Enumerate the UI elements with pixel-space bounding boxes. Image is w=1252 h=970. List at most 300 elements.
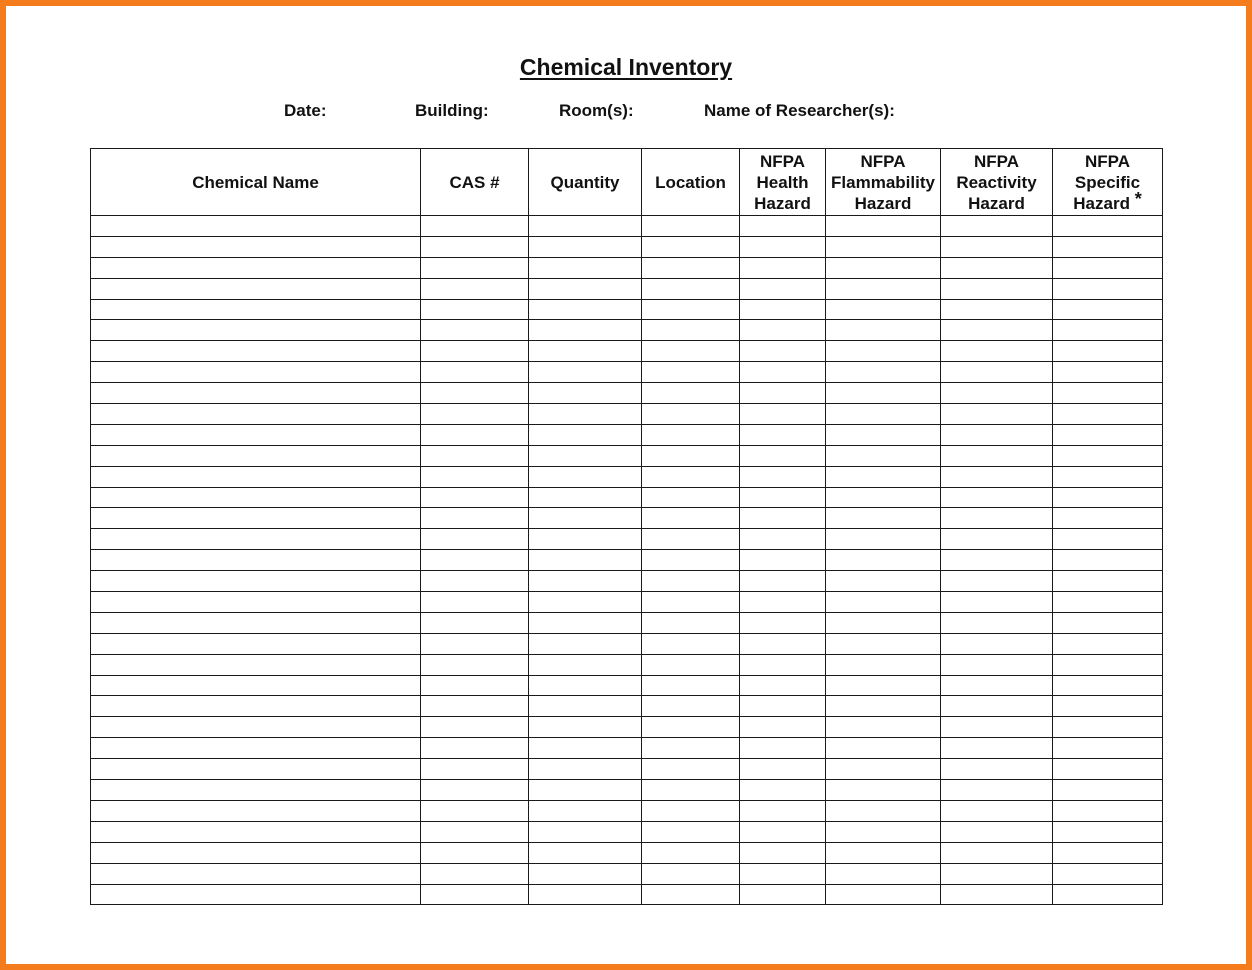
table-cell[interactable] [826, 236, 941, 257]
table-cell[interactable] [91, 612, 421, 633]
table-row [91, 383, 1163, 404]
table-cell[interactable] [826, 863, 941, 884]
table-cell[interactable] [826, 654, 941, 675]
table-cell[interactable] [529, 612, 642, 633]
table-cell[interactable] [941, 863, 1053, 884]
table-cell[interactable] [91, 550, 421, 571]
table-cell[interactable] [826, 780, 941, 801]
table-cell[interactable] [642, 487, 740, 508]
table-cell[interactable] [1053, 278, 1163, 299]
table-row [91, 299, 1163, 320]
table-cell[interactable] [1053, 508, 1163, 529]
table-cell[interactable] [941, 884, 1053, 905]
table-cell[interactable] [529, 424, 642, 445]
table-cell[interactable] [941, 696, 1053, 717]
table-cell[interactable] [826, 592, 941, 613]
table-cell[interactable] [826, 257, 941, 278]
table-cell[interactable] [941, 717, 1053, 738]
table-cell[interactable] [1053, 612, 1163, 633]
table-cell[interactable] [1053, 445, 1163, 466]
table-cell[interactable] [941, 759, 1053, 780]
table-cell[interactable] [941, 529, 1053, 550]
table-cell[interactable] [421, 612, 529, 633]
table-cell[interactable] [826, 717, 941, 738]
table-cell[interactable] [529, 466, 642, 487]
table-cell[interactable] [941, 299, 1053, 320]
table-cell[interactable] [421, 863, 529, 884]
table-cell[interactable] [421, 487, 529, 508]
table-cell[interactable] [1053, 571, 1163, 592]
table-cell[interactable] [91, 362, 421, 383]
table-cell[interactable] [91, 842, 421, 863]
table-cell[interactable] [529, 738, 642, 759]
table-cell[interactable] [740, 550, 826, 571]
table-cell[interactable] [826, 738, 941, 759]
table-cell[interactable] [1053, 404, 1163, 425]
table-cell[interactable] [421, 404, 529, 425]
table-row [91, 550, 1163, 571]
table-cell[interactable] [740, 821, 826, 842]
table-cell[interactable] [941, 320, 1053, 341]
table-cell[interactable] [642, 571, 740, 592]
table-cell[interactable] [529, 383, 642, 404]
table-cell[interactable] [91, 341, 421, 362]
table-cell[interactable] [1053, 696, 1163, 717]
table-cell[interactable] [91, 592, 421, 613]
table-row [91, 863, 1163, 884]
column-header-nfpa-flammability: NFPA Flammability Hazard [826, 149, 941, 216]
table-cell[interactable] [941, 842, 1053, 863]
table-cell[interactable] [529, 487, 642, 508]
table-cell[interactable] [421, 550, 529, 571]
table-cell[interactable] [91, 445, 421, 466]
column-header-nfpa-health: NFPA Health Hazard [740, 149, 826, 216]
table-cell[interactable] [421, 738, 529, 759]
table-cell[interactable] [941, 404, 1053, 425]
table-cell[interactable] [421, 571, 529, 592]
table-cell[interactable] [642, 675, 740, 696]
table-cell[interactable] [529, 278, 642, 299]
table-cell[interactable] [529, 696, 642, 717]
table-cell[interactable] [740, 236, 826, 257]
table-cell[interactable] [740, 216, 826, 237]
table-cell[interactable] [642, 445, 740, 466]
table-cell[interactable] [529, 236, 642, 257]
table-cell[interactable] [740, 592, 826, 613]
table-cell[interactable] [529, 550, 642, 571]
table-row [91, 278, 1163, 299]
table-cell[interactable] [1053, 487, 1163, 508]
table-cell[interactable] [91, 216, 421, 237]
table-cell[interactable] [826, 571, 941, 592]
table-body [91, 216, 1163, 905]
table-cell[interactable] [91, 800, 421, 821]
table-cell[interactable] [529, 571, 642, 592]
table-cell[interactable] [421, 884, 529, 905]
table-cell[interactable] [1053, 320, 1163, 341]
table-cell[interactable] [642, 508, 740, 529]
table-cell[interactable] [826, 404, 941, 425]
table-cell[interactable] [826, 508, 941, 529]
table-cell[interactable] [91, 759, 421, 780]
table-cell[interactable] [421, 529, 529, 550]
table-cell[interactable] [421, 216, 529, 237]
table-cell[interactable] [421, 759, 529, 780]
table-cell[interactable] [740, 738, 826, 759]
table-cell[interactable] [740, 654, 826, 675]
table-cell[interactable] [91, 780, 421, 801]
table-cell[interactable] [941, 654, 1053, 675]
table-cell[interactable] [1053, 821, 1163, 842]
table-cell[interactable] [642, 341, 740, 362]
table-cell[interactable] [740, 633, 826, 654]
table-cell[interactable] [1053, 236, 1163, 257]
table-cell[interactable] [91, 466, 421, 487]
table-cell[interactable] [421, 445, 529, 466]
column-header-nfpa-reactivity: NFPA Reactivity Hazard [941, 149, 1053, 216]
table-cell[interactable] [642, 654, 740, 675]
table-cell[interactable] [642, 633, 740, 654]
table-cell[interactable] [421, 257, 529, 278]
table-cell[interactable] [91, 424, 421, 445]
table-cell[interactable] [826, 320, 941, 341]
table-cell[interactable] [740, 445, 826, 466]
table-cell[interactable] [91, 529, 421, 550]
table-row [91, 362, 1163, 383]
table-cell[interactable] [642, 383, 740, 404]
table-cell[interactable] [529, 717, 642, 738]
table-cell[interactable] [91, 299, 421, 320]
table-cell[interactable] [642, 529, 740, 550]
table-cell[interactable] [826, 487, 941, 508]
table-cell[interactable] [529, 592, 642, 613]
table-cell[interactable] [421, 320, 529, 341]
table-cell[interactable] [1053, 717, 1163, 738]
table-cell[interactable] [941, 800, 1053, 821]
table-cell[interactable] [826, 466, 941, 487]
table-row [91, 654, 1163, 675]
table-row [91, 717, 1163, 738]
table-cell[interactable] [1053, 383, 1163, 404]
table-cell[interactable] [421, 717, 529, 738]
table-cell[interactable] [529, 299, 642, 320]
table-cell[interactable] [91, 257, 421, 278]
table-cell[interactable] [1053, 424, 1163, 445]
table-cell[interactable] [826, 278, 941, 299]
table-cell[interactable] [642, 800, 740, 821]
table-cell[interactable] [642, 612, 740, 633]
table-cell[interactable] [740, 863, 826, 884]
table-cell[interactable] [421, 842, 529, 863]
table-cell[interactable] [1053, 738, 1163, 759]
table-cell[interactable] [1053, 341, 1163, 362]
table-row [91, 842, 1163, 863]
table-cell[interactable] [826, 612, 941, 633]
table-cell[interactable] [826, 445, 941, 466]
table-cell[interactable] [529, 759, 642, 780]
table-cell[interactable] [421, 508, 529, 529]
table-cell[interactable] [91, 320, 421, 341]
table-cell[interactable] [1053, 675, 1163, 696]
table-cell[interactable] [642, 738, 740, 759]
table-cell[interactable] [529, 257, 642, 278]
table-cell[interactable] [941, 278, 1053, 299]
table-cell[interactable] [529, 842, 642, 863]
table-cell[interactable] [740, 404, 826, 425]
table-cell[interactable] [91, 508, 421, 529]
table-header-row [91, 149, 1163, 216]
table-cell[interactable] [740, 424, 826, 445]
table-cell[interactable] [421, 383, 529, 404]
table-cell[interactable] [642, 759, 740, 780]
table-cell[interactable] [421, 278, 529, 299]
table-row [91, 236, 1163, 257]
table-cell[interactable] [1053, 759, 1163, 780]
table-cell[interactable] [529, 341, 642, 362]
table-cell[interactable] [91, 383, 421, 404]
table-cell[interactable] [421, 654, 529, 675]
rooms-field-label: Room(s): [559, 101, 634, 120]
table-cell[interactable] [529, 654, 642, 675]
table-cell[interactable] [740, 884, 826, 905]
table-cell[interactable] [826, 424, 941, 445]
table-cell[interactable] [421, 633, 529, 654]
table-cell[interactable] [740, 508, 826, 529]
table-row [91, 738, 1163, 759]
table-cell[interactable] [740, 341, 826, 362]
table-cell[interactable] [529, 508, 642, 529]
table-cell[interactable] [421, 236, 529, 257]
table-cell[interactable] [91, 738, 421, 759]
table-cell[interactable] [941, 508, 1053, 529]
table-cell[interactable] [941, 487, 1053, 508]
table-cell[interactable] [642, 466, 740, 487]
table-cell[interactable] [941, 612, 1053, 633]
table-cell[interactable] [642, 780, 740, 801]
table-cell[interactable] [740, 362, 826, 383]
table-cell[interactable] [740, 257, 826, 278]
table-cell[interactable] [941, 592, 1053, 613]
table-cell[interactable] [529, 216, 642, 237]
table-cell[interactable] [91, 633, 421, 654]
table-cell[interactable] [529, 633, 642, 654]
table-cell[interactable] [91, 717, 421, 738]
table-cell[interactable] [91, 863, 421, 884]
table-cell[interactable] [642, 257, 740, 278]
table-cell[interactable] [740, 466, 826, 487]
table-cell[interactable] [642, 884, 740, 905]
table-cell[interactable] [1053, 654, 1163, 675]
table-cell[interactable] [642, 550, 740, 571]
table-cell[interactable] [826, 529, 941, 550]
table-cell[interactable] [1053, 529, 1163, 550]
table-cell[interactable] [1053, 362, 1163, 383]
table-cell[interactable] [740, 696, 826, 717]
table-cell[interactable] [642, 863, 740, 884]
table-cell[interactable] [740, 383, 826, 404]
table-cell[interactable] [421, 675, 529, 696]
table-cell[interactable] [642, 842, 740, 863]
footnote-asterisk: * [1134, 188, 1142, 209]
table-cell[interactable] [642, 404, 740, 425]
table-cell[interactable] [826, 884, 941, 905]
table-cell[interactable] [941, 675, 1053, 696]
table-cell[interactable] [740, 780, 826, 801]
building-field-label: Building: [415, 101, 489, 120]
table-cell[interactable] [740, 675, 826, 696]
table-cell[interactable] [1053, 550, 1163, 571]
table-cell[interactable] [941, 466, 1053, 487]
table-cell[interactable] [529, 675, 642, 696]
table-cell[interactable] [91, 821, 421, 842]
table-cell[interactable] [421, 424, 529, 445]
table-cell[interactable] [642, 821, 740, 842]
table-cell[interactable] [1053, 633, 1163, 654]
table-cell[interactable] [941, 362, 1053, 383]
table-cell[interactable] [826, 341, 941, 362]
table-cell[interactable] [642, 424, 740, 445]
table-cell[interactable] [91, 675, 421, 696]
table-cell[interactable] [529, 362, 642, 383]
table-cell[interactable] [91, 696, 421, 717]
table-cell[interactable] [941, 216, 1053, 237]
table-cell[interactable] [91, 404, 421, 425]
table-cell[interactable] [826, 675, 941, 696]
table-cell[interactable] [740, 759, 826, 780]
table-row [91, 884, 1163, 905]
table-cell[interactable] [740, 717, 826, 738]
table-cell[interactable] [421, 821, 529, 842]
table-row [91, 508, 1163, 529]
table-cell[interactable] [740, 320, 826, 341]
table-cell[interactable] [421, 800, 529, 821]
table-cell[interactable] [826, 550, 941, 571]
table-cell[interactable] [642, 216, 740, 237]
table-cell[interactable] [91, 236, 421, 257]
table-cell[interactable] [941, 821, 1053, 842]
table-cell[interactable] [529, 320, 642, 341]
table-cell[interactable] [740, 299, 826, 320]
table-cell[interactable] [740, 571, 826, 592]
table-cell[interactable] [826, 299, 941, 320]
table-cell[interactable] [1053, 466, 1163, 487]
table-row [91, 800, 1163, 821]
table-cell[interactable] [941, 383, 1053, 404]
table-cell[interactable] [941, 236, 1053, 257]
table-cell[interactable] [642, 236, 740, 257]
table-row [91, 529, 1163, 550]
table-cell[interactable] [740, 278, 826, 299]
table-cell[interactable] [1053, 780, 1163, 801]
table-cell[interactable] [529, 800, 642, 821]
table-cell[interactable] [642, 320, 740, 341]
table-cell[interactable] [529, 529, 642, 550]
table-cell[interactable] [740, 487, 826, 508]
table-cell[interactable] [1053, 863, 1163, 884]
table-cell[interactable] [941, 738, 1053, 759]
table-cell[interactable] [941, 633, 1053, 654]
table-cell[interactable] [941, 571, 1053, 592]
table-cell[interactable] [740, 800, 826, 821]
table-cell[interactable] [826, 216, 941, 237]
table-cell[interactable] [941, 341, 1053, 362]
table-cell[interactable] [91, 571, 421, 592]
table-cell[interactable] [529, 863, 642, 884]
table-cell[interactable] [529, 404, 642, 425]
table-cell[interactable] [421, 466, 529, 487]
table-cell[interactable] [826, 842, 941, 863]
table-cell[interactable] [826, 383, 941, 404]
table-cell[interactable] [941, 257, 1053, 278]
table-cell[interactable] [91, 884, 421, 905]
table-row [91, 675, 1163, 696]
table-cell[interactable] [421, 696, 529, 717]
table-row [91, 257, 1163, 278]
table-cell[interactable] [421, 341, 529, 362]
table-cell[interactable] [91, 654, 421, 675]
table-cell[interactable] [529, 884, 642, 905]
table-cell[interactable] [642, 696, 740, 717]
table-cell[interactable] [91, 487, 421, 508]
table-cell[interactable] [740, 612, 826, 633]
table-cell[interactable] [421, 592, 529, 613]
table-cell[interactable] [421, 299, 529, 320]
table-cell[interactable] [740, 529, 826, 550]
table-row [91, 404, 1163, 425]
researcher-field-label: Name of Researcher(s): [704, 101, 895, 120]
table-row [91, 696, 1163, 717]
table-cell[interactable] [826, 759, 941, 780]
table-row [91, 612, 1163, 633]
table-row [91, 466, 1163, 487]
table-cell[interactable] [529, 445, 642, 466]
table-cell[interactable] [941, 424, 1053, 445]
table-cell[interactable] [642, 592, 740, 613]
table-cell[interactable] [941, 780, 1053, 801]
table-cell[interactable] [826, 362, 941, 383]
table-cell[interactable] [740, 842, 826, 863]
table-cell[interactable] [941, 550, 1053, 571]
table-cell[interactable] [642, 717, 740, 738]
table-row [91, 592, 1163, 613]
table-cell[interactable] [421, 362, 529, 383]
column-header-nfpa-specific [1053, 149, 1163, 216]
column-header-quantity: Quantity [529, 149, 642, 216]
table-cell[interactable] [421, 780, 529, 801]
table-cell[interactable] [826, 633, 941, 654]
table-row [91, 216, 1163, 237]
table-cell[interactable] [1053, 216, 1163, 237]
table-row [91, 424, 1163, 445]
table-cell[interactable] [1053, 884, 1163, 905]
table-cell[interactable] [826, 821, 941, 842]
table-cell[interactable] [642, 362, 740, 383]
table-cell[interactable] [642, 299, 740, 320]
table-cell[interactable] [826, 696, 941, 717]
table-cell[interactable] [529, 821, 642, 842]
table-cell[interactable] [1053, 842, 1163, 863]
table-cell[interactable] [529, 780, 642, 801]
table-cell[interactable] [941, 445, 1053, 466]
table-cell[interactable] [1053, 299, 1163, 320]
table-cell[interactable] [1053, 592, 1163, 613]
chemical-inventory-table [90, 148, 1163, 905]
table-cell[interactable] [1053, 800, 1163, 821]
table-cell[interactable] [642, 278, 740, 299]
table-cell[interactable] [1053, 257, 1163, 278]
table-cell[interactable] [826, 800, 941, 821]
table-cell[interactable] [91, 278, 421, 299]
